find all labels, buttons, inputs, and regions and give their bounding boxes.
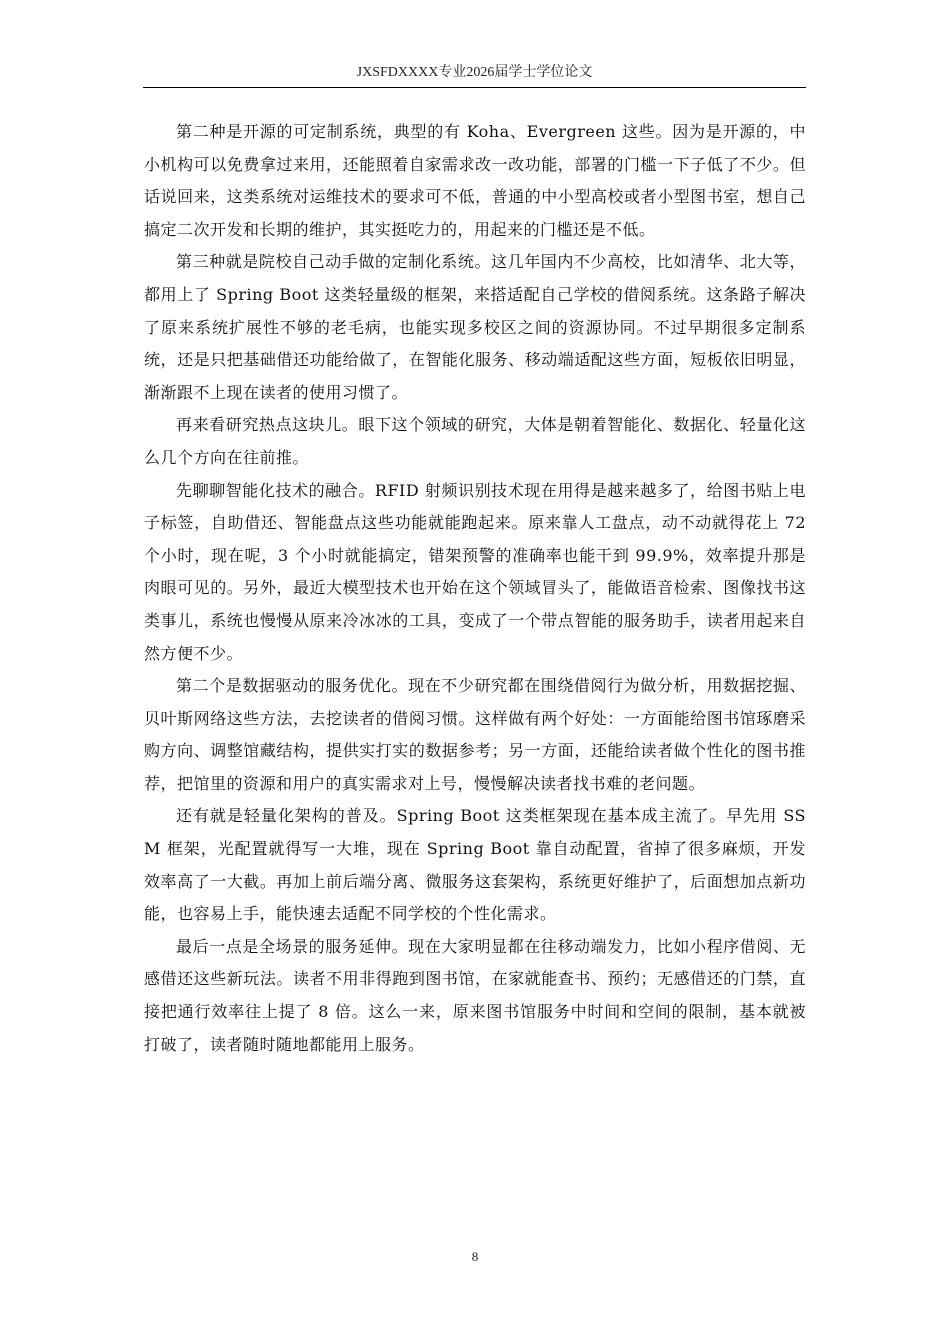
paragraph-full-scene-service: 最后一点是全场景的服务延伸。现在大家明显都在往移动端发力，比如小程序借阅、无感借还这些新玩法。读者不用非得跑到图书馆，在家就能查书、预约；无感借还的门禁，直接把通行效率往上提了 8 倍。这么一来，原来图书馆服务中时间和空间的限制，基本就被打破了，读者随时随地都能用上服务。 <box>144 936 806 1054</box>
paragraph-open-source-systems: 第二种是开源的可定制系统，典型的有 Koha、Evergreen 这些。因为是开源的，中小机构可以免费拿过来用，还能照着自家需求改一改功能，部署的门槛一下子低了不少。但话说回来，这类系统对运维技术的要求可不低，普通的中小型高校或者小型图书室，想自己搞定二次开发和长期的维护，其实挺吃力的，用起来的门槛还是不低。 <box>144 122 806 239</box>
paragraph-research-hotspots: 再来看研究热点这块儿。眼下这个领域的研究，大体是朝着智能化、数据化、轻量化这么几个方向在往前推。 <box>144 415 806 467</box>
paragraph-lightweight-architecture: 还有就是轻量化架构的普及。Spring Boot 这类框架现在基本成主流了。早先用 SSM 框架，光配置就得写一大堆，现在 Spring Boot 靠自动配置，省掉了很多麻烦，开发效率高了一大截。再加上前后端分离、微服务这套架构，系统更好维护了，后面想加点新功能，也容易上手，能快速去适配不同学校的个性化需求。 <box>144 806 806 924</box>
header-rule <box>143 87 806 88</box>
paragraph-data-driven: 第二个是数据驱动的服务优化。现在不少研究都在围绕借阅行为做分析，用数据挖掘、贝叶斯网络这些方法，去挖读者的借阅习惯。这样做有两个好处：一方面能给图书馆琢磨采购方向、调整馆藏结构，提供实打实的数据参考；另一方面，还能给读者做个性化的图书推荐，把馆里的资源和用户的真实需求对上号，慢慢解决读者找书难的老问题。 <box>144 676 806 793</box>
paragraph-custom-systems: 第三种就是院校自己动手做的定制化系统。这几年国内不少高校，比如清华、北大等，都用上了 Spring Boot 这类轻量级的框架，来搭适配自己学校的借阅系统。这条路子解决了原来系统扩展性不够的老毛病，也能实现多校区之间的资源协同。不过早期很多定制系统，还是只把基础借还功能给做了，在智能化服务、移动端适配这些方面，短板依旧明显，渐渐跟不上现在读者的使用习惯了。 <box>144 252 806 402</box>
running-header: JXSFDXXXX专业2026届学士学位论文 <box>356 65 593 80</box>
body-text <box>144 116 806 1061</box>
paragraph-intelligent-tech: 先聊聊智能化技术的融合。RFID 射频识别技术现在用得是越来越多了，给图书贴上电子标签，自助借还、智能盘点这些功能就能跑起来。原来靠人工盘点，动不动就得花上 72 个小时，现在呢，3 个小时就能搞定，错架预警的准确率也能干到 99.9%，效率提升那是肉眼可见的。另外，最近大模型技术也开始在这个领域冒头了，能做语音检索、图像找书这类事儿，系统也慢慢从原来冷冰冰的工具，变成了一个带点智能的服务助手，读者用起来自然方便不少。 <box>144 480 806 663</box>
page-number: 8 <box>471 1249 479 1264</box>
